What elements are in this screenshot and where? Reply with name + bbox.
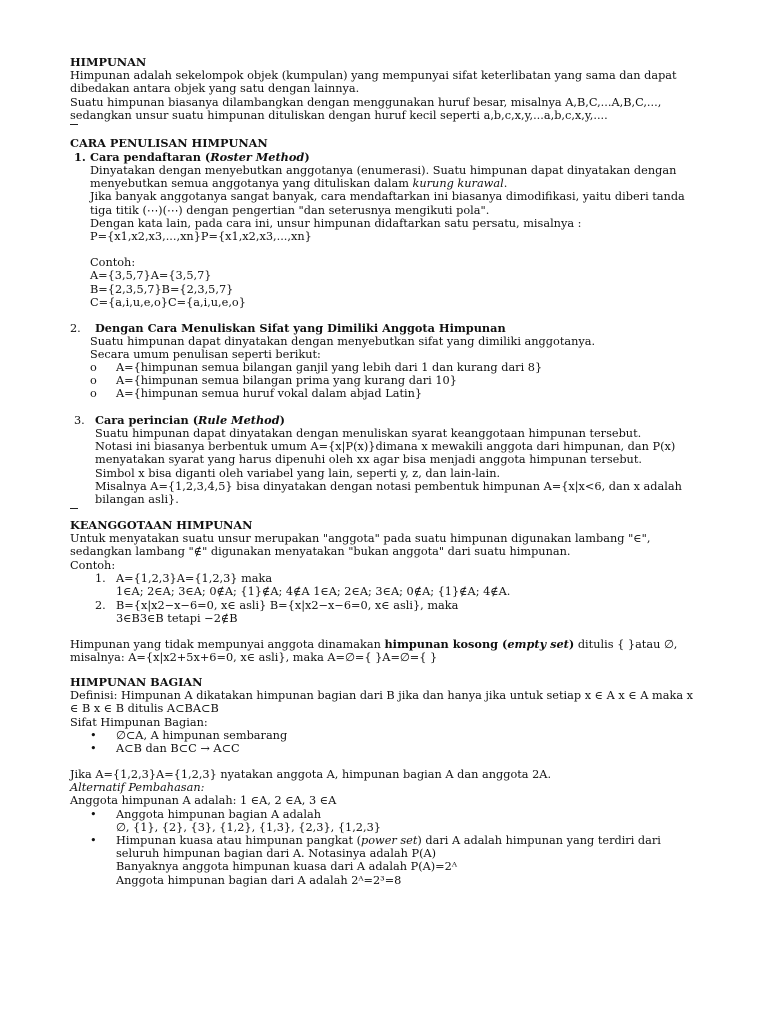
paragraph-line: sedangkan unsur suatu himpunan dituliskan dengan huruf kecil seperti a,b,c,x,y,...a,b,c,x,y,.... [70,108,608,122]
paragraph-line: Definisi: Himpunan A dikatakan himpunan bagian dari B jika dan hanya jika untuk setiap x ∈ A x ∈ A maka x [70,689,694,703]
roster-body [90,164,702,309]
contoh-label: Contoh: [90,256,136,270]
bullet-line: Banyaknya anggota himpunan kuasa dari A adalah P(A)=2ᴬ [116,860,457,874]
example-2 [116,599,702,625]
paragraph-line: ∈ B x ∈ B ditulis A⊂BA⊂B [70,702,219,716]
example-line: A={3,5,7}A={3,5,7} [90,269,212,283]
text-run: ditulis { }atau ∅, [574,638,678,651]
sifat-body [90,335,702,361]
paragraph-line: P={x1,x2,x3,...,xn}P={x1,x2,x3,...,xn} [90,230,312,244]
paragraph-line [70,638,702,651]
subheading-rule-method [95,414,702,427]
paragraph-line: misalnya: A={x|x2+5x+6=0, x∈ asli}, maka A=∅={ }A=∅={ } [70,651,438,665]
paragraph-line: sedangkan lambang "∉" digunakan menyatakan "bukan anggota" dari suatu himpunan. [70,545,571,559]
heading-keanggotaan: KEANGGOTAAN HIMPUNAN [70,518,253,532]
paragraph-line: Sifat Himpunan Bagian: [70,715,208,729]
paragraph-line: Untuk menyatakan suatu unsur merupakan "anggota" pada suatu himpunan digunakan lambang "∈", [70,532,651,546]
bullet-line: ∅, {1}, {2}, {3}, {1,2}, {1,3}, {2,3}, {1,2,3} [116,821,381,835]
bullet-o: o [90,361,97,374]
paragraph-line: Secara umum penulisan seperti berikut: [90,348,321,362]
heading-himpunan-bagian: HIMPUNAN BAGIAN [70,675,203,689]
subheading-text: ) [304,150,310,164]
bullet-item: A⊂B dan B⊂C → A⊂C [116,742,240,755]
bullet-o: o [90,374,97,387]
paragraph-line: menyatakan syarat yang harus dipenuhi oleh xx agar bisa menjadi anggota himpunan tersebut. [95,453,642,467]
example-line: B={x|x2−x−6=0, x∈ asli} B={x|x2−x−6=0, x∈ asli}, maka [116,599,459,612]
heading-himpunan: HIMPUNAN [70,55,147,69]
text-run-bold-italic: empty set [507,637,569,651]
paragraph-line: bilangan asli}. [95,493,179,507]
text-run: ) dari A adalah himpunan yang terdiri dari [417,834,661,847]
list-number: 3. [74,414,85,427]
list-number: 1. [74,150,86,164]
example-line: B={2,3,5,7}B={2,3,5,7} [90,282,234,296]
subheading-text: Cara perincian ( [95,413,199,427]
section-himpunan-bagian [70,676,702,729]
bullet-o: o [90,387,97,400]
text-run: Himpunan yang tidak mempunyai anggota dinamakan [70,638,385,651]
bullet-dot: • [90,729,97,742]
subheading-text: ) [279,413,285,427]
separator-mark [70,124,78,125]
bullet-item [116,834,702,887]
paragraph-line: Dengan kata lain, pada cara ini, unsur himpunan didaftarkan satu persatu, misalnya : [90,216,582,230]
paragraph-line: Suatu himpunan biasanya dilambangkan dengan menggunakan huruf besar, misalnya A,B,C,...A,B,C,..., [70,95,662,109]
paragraph-line: Jika banyak anggotanya sangat banyak, cara mendaftarkan ini biasanya dimodifikasi, yaitu diberi tanda [90,190,685,204]
example-1 [116,572,702,598]
text-run-italic: kurung kurawal [412,177,504,191]
example-line: A={1,2,3}A={1,2,3} maka [116,572,273,585]
bullet-dot: • [90,834,97,847]
subheading-italic: Rule Method [198,413,280,427]
section-himpunan [70,56,702,122]
text-run-bold: ) [568,637,575,651]
example-line: C={a,i,u,e,o}C={a,i,u,e,o} [90,295,246,309]
separator-mark [70,508,78,509]
paragraph-line: dibedakan antara objek yang satu dengan lainnya. [70,82,360,96]
paragraph-line-italic: Alternatif Pembahasan: [70,781,205,795]
bullet-item: A={himpunan semua bilangan ganjil yang lebih dari 1 dan kurang dari 8} [116,361,543,374]
bullet-item: ∅⊂A, A himpunan sembarang [116,729,288,742]
himpunan-kosong-paragraph [70,638,702,664]
paragraph-line: Suatu himpunan dapat dinyatakan dengan menyebutkan sifat yang dimiliki anggotanya. [90,335,596,348]
paragraph-line: Jika A={1,2,3}A={1,2,3} nyatakan anggota A, himpunan bagian A dan anggota 2A. [70,768,552,781]
paragraph-line: tiga titik (⋯)(⋯) dengan pengertian "dan seterusnya mengikuti pola". [90,203,490,217]
paragraph-line: Suatu himpunan dapat dinyatakan dengan menuliskan syarat keanggotaan himpunan tersebut. [95,427,642,440]
section-keanggotaan [70,519,702,572]
example-line: 3∈B3∈B tetapi −2∉B [116,612,238,626]
bullet-item: A={himpunan semua huruf vokal dalam abjad Latin} [116,387,423,400]
rule-body [95,427,702,506]
bullet-line: Anggota himpunan bagian dari A adalah 2ᴬ=2³=8 [116,873,402,887]
heading-cara-penulisan: CARA PENULISAN HIMPUNAN [70,136,268,150]
paragraph-line: Dinyatakan dengan menyebutkan anggotanya (enumerasi). Suatu himpunan dapat dinyatakan dengan [90,164,677,177]
bullet-line [116,834,702,847]
list-number: 2. [70,322,81,335]
bullet-line: Anggota himpunan bagian A adalah [116,808,322,821]
paragraph-line: Notasi ini biasanya berbentuk umum A={x|P(x)}dimana x mewakili anggota dari himpunan, dan P(x) [95,440,676,454]
subheading-sifat: Dengan Cara Menuliskan Sifat yang Dimiliki Anggota Himpunan [95,321,506,335]
paragraph-line: Misalnya A={1,2,3,4,5} bisa dinyatakan dengan notasi pembentuk himpunan A={x|x<6, dan x adalah [95,479,682,493]
subheading-roster-method [90,151,702,164]
bullet-line: seluruh himpunan bagian dari A. Notasinya adalah P(A) [116,847,437,861]
text-run: Himpunan kuasa atau himpunan pangkat ( [116,834,361,847]
contoh-himpunan-bagian [70,768,702,808]
paragraph-line: Anggota himpunan A adalah: 1 ∈A, 2 ∈A, 3 ∈A [70,794,337,808]
bullet-dot: • [90,742,97,755]
subheading-italic: Roster Method [210,150,305,164]
paragraph-line: Simbol x bisa diganti oleh variabel yang lain, seperti y, z, dan lain-lain. [95,466,501,480]
text-run-bold: himpunan kosong ( [384,637,508,651]
text-run-italic: power set [361,834,418,847]
text-run: . [503,177,508,191]
paragraph-line [90,177,702,190]
text-run: menyebutkan semua anggotanya yang dituliskan dalam [90,177,413,191]
bullet-item [116,808,702,834]
bullet-item: A={himpunan semua bilangan prima yang kurang dari 10} [116,374,457,387]
list-number: 1. [95,572,106,585]
list-number: 2. [95,599,106,612]
contoh-label: Contoh: [70,558,116,572]
paragraph-line: Himpunan adalah sekelompok objek (kumpulan) yang mempunyai sifat keterlibatan yang sama dan dapat [70,69,677,83]
example-line: 1∈A; 2∈A; 3∈A; 0∉A; {1}∉A; 4∉A 1∈A; 2∈A; 3∈A; 0∉A; {1}∉A; 4∉A. [116,585,511,599]
bullet-dot: • [90,808,97,821]
subheading-text: Cara pendaftaran ( [90,150,211,164]
